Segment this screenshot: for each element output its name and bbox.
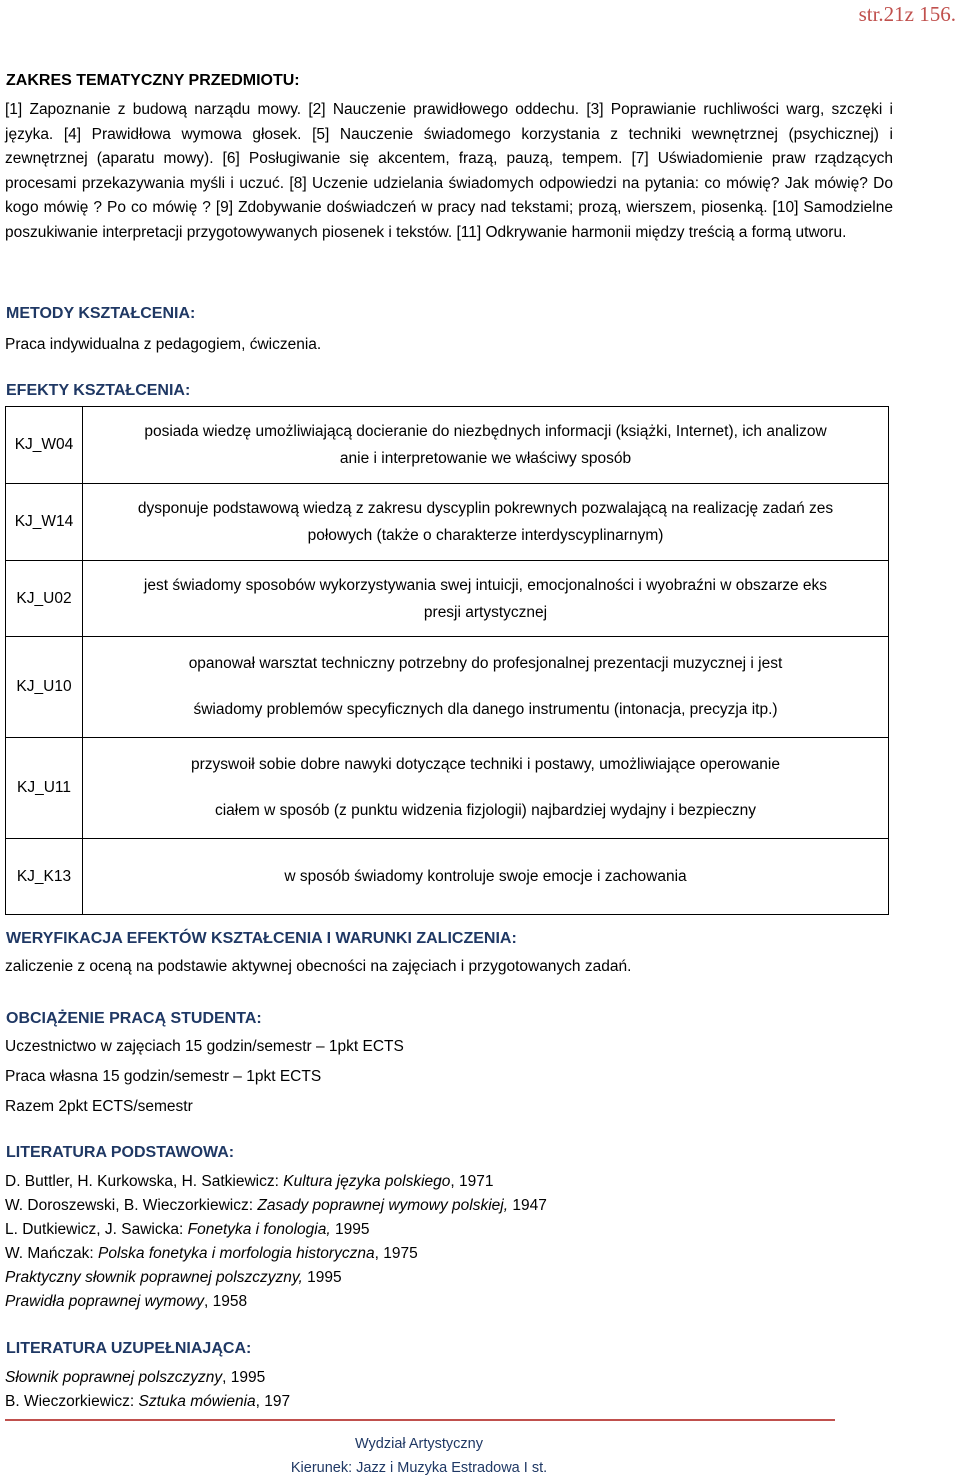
effect-line: jest świadomy sposobów wykorzystywania swej intuicji, emocjonalności i wyobraźni w obszarze eks (143, 576, 828, 594)
effect-line: w sposób świadomy kontroluje swoje emocje i zachowania (284, 868, 687, 885)
literature-year: 1995 (302, 1269, 342, 1286)
literature-item (5, 1293, 247, 1311)
effect-line: dysponuje podstawową wiedzą z zakresu dyscyplin pokrewnych pozwalającą na realizację zadań zes (137, 500, 834, 517)
literature-item (5, 1369, 265, 1387)
effect-description (83, 637, 889, 738)
effect-line: opanował warsztat techniczny potrzebny do profesjonalnej prezentacji muzycznej i jest (188, 655, 783, 672)
zakres-text (5, 98, 893, 245)
effect-description (83, 738, 889, 839)
effect-code: KJ_K13 (6, 839, 83, 915)
literature-item (5, 1393, 290, 1411)
effect-code: KJ_U11 (6, 738, 83, 839)
literature-year: , 1958 (204, 1293, 248, 1310)
effect-line: anie i interpretowanie we właściwy sposób (339, 450, 632, 467)
literature-year: 1947 (508, 1197, 547, 1214)
literature-year: , 1971 (450, 1173, 494, 1190)
footer-program: Kierunek: Jazz i Muzyka Estradowa I st. (290, 1460, 548, 1476)
literature-title: Praktyczny słownik poprawnej polszczyzny, (5, 1269, 303, 1286)
effect-line: świadomy problemów specyficznych dla danego instrumentu (intonacja, precyzja itp.) (193, 701, 778, 718)
literature-item (5, 1245, 418, 1263)
effect-code: KJ_U10 (6, 637, 83, 738)
literature-title: Słownik poprawnej polszczyzny (5, 1369, 223, 1386)
literature-authors: W. Doroszewski, B. Wieczorkiewicz: (5, 1197, 258, 1214)
metody-text: Praca indywidualna z pedagogiem, ćwiczenia. (5, 336, 322, 353)
effect-line: posiada wiedzę umożliwiającą docieranie do niezbędnych informacji (książki, Internet), ich analizow (144, 423, 827, 440)
effect-code: KJ_W14 (6, 484, 83, 561)
metody-heading: METODY KSZTAŁCENIA: (6, 305, 196, 322)
literatura-uzupelniajaca-heading: LITERATURA UZUPEŁNIAJĄCA: (6, 1340, 252, 1357)
literature-authors: B. Wieczorkiewicz: (5, 1393, 139, 1410)
footer-faculty: Wydział Artystyczny (355, 1436, 483, 1452)
effect-description (83, 561, 889, 637)
table-row (6, 738, 889, 839)
efekty-heading: EFEKTY KSZTAŁCENIA: (6, 382, 191, 399)
effect-line: ciałem w sposób (z punktu widzenia fizjologii) najbardziej wydajny i bezpieczny (214, 802, 757, 819)
table-row (6, 839, 889, 915)
page-number: str.21z 156. (858, 2, 956, 26)
literature-item (5, 1269, 342, 1287)
zakres-text-part2: [7] Uświadomienie praw rządzących procesami przekazywania myśli i uczuć. [8] Uczenie udzielania świadomych odpowiedzi na pytania: co mówię? Jak mówię? Do kogo mówię ? Po co mówię ? [9] Zdobywanie doświadczeń w pracy nad tekstami; prozą, wierszem, piosenką. [10] Samodzielne poszukiwanie interpretacji przygotowywanych piosenek i tekstów. [11] Odkrywanie harmonii między treścią a formą utworu. (5, 150, 893, 241)
literature-item (5, 1173, 494, 1191)
workload-line: Praca własna 15 godzin/semestr – 1pkt ECTS (5, 1068, 322, 1085)
literature-title: Zasady poprawnej wymowy polskiej, (257, 1197, 509, 1214)
literatura-podstawowa-heading: LITERATURA PODSTAWOWA: (6, 1144, 235, 1161)
literature-authors: D. Buttler, H. Kurkowska, H. Satkiewicz: (5, 1173, 284, 1190)
zakres-heading: ZAKRES TEMATYCZNY PRZEDMIOTU: (6, 72, 300, 89)
table-row (6, 484, 889, 561)
literature-title: Sztuka mówienia (138, 1393, 256, 1410)
effect-description (83, 839, 889, 915)
literature-title: Kultura języka polskiego (283, 1173, 451, 1190)
effect-description (83, 407, 889, 484)
effect-line: przyswoił sobie dobre nawyki dotyczące techniki i postawy, umożliwiające operowanie (191, 756, 780, 773)
obciazenie-heading: OBCIĄŻENIE PRACĄ STUDENTA: (6, 1010, 262, 1027)
effect-code: KJ_W04 (6, 407, 83, 484)
footer-rule (5, 1419, 835, 1421)
zakres-text-part1: [1] Zapoznanie z budową narządu mowy. [2] Nauczenie prawidłowego oddechu. [3] Poprawianie ruchliwości warg, szczęki i języka. [4] Prawidłowa wymowa głosek. [5] Nauczenie świadomego korzystania z techniki wewnętrznej (psychicznej) i zewnętrznej (aparatu mowy). [6] Posługiwanie się akcentem, frazą, pauzą, tempem. (5, 101, 893, 167)
literature-authors: L. Dutkiewicz, J. Sawicka: (5, 1221, 188, 1238)
literature-item (5, 1197, 547, 1215)
effect-line: połowych (także o charakterze interdyscyplinarnym) (307, 527, 664, 544)
literature-year: 1995 (330, 1221, 370, 1238)
effect-code: KJ_U02 (6, 561, 83, 637)
table-row (6, 637, 889, 738)
workload-line: Razem 2pkt ECTS/semestr (5, 1098, 193, 1115)
literature-title: Polska fonetyka i morfologia historyczna (98, 1245, 375, 1262)
table-row (6, 561, 889, 637)
literature-authors: W. Mańczak: (5, 1245, 99, 1262)
literature-year: , 197 (255, 1393, 291, 1410)
literature-year: , 1975 (374, 1245, 418, 1262)
workload-line: Uczestnictwo w zajęciach 15 godzin/semestr – 1pkt ECTS (5, 1038, 404, 1055)
literature-title: Prawidła poprawnej wymowy (5, 1293, 204, 1310)
weryfikacja-heading: WERYFIKACJA EFEKTÓW KSZTAŁCENIA I WARUNKI ZALICZENIA: (6, 930, 517, 947)
literature-item (5, 1221, 369, 1239)
literature-year: , 1995 (222, 1369, 266, 1386)
effect-description (83, 484, 889, 561)
table-row (6, 407, 889, 484)
effect-line: presji artystycznej (423, 603, 548, 621)
literature-title: Fonetyka i fonologia, (187, 1221, 331, 1238)
efekty-table (5, 406, 889, 915)
weryfikacja-text: zaliczenie z oceną na podstawie aktywnej obecności na zajęciach i przygotowanych zadań. (5, 958, 632, 975)
